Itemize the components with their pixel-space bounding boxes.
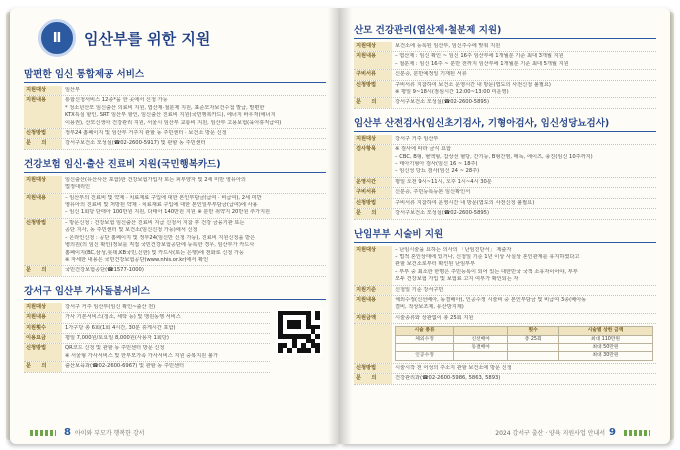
row-label: 문 의 xyxy=(354,98,392,107)
qr-code[interactable] xyxy=(276,309,322,355)
row-value xyxy=(62,96,326,128)
row-value-line: 시술시작 전 어성의 주소지 관할 보건소에 방문 신청 xyxy=(395,364,512,371)
info-row xyxy=(354,81,656,99)
row-label-spacer xyxy=(354,324,392,363)
row-value xyxy=(392,374,656,383)
row-value-line: 가사 기본서비스(청소, 세탁 등) 및 맹원동행 서비스 xyxy=(65,314,181,321)
row-label: 지원대상 xyxy=(24,176,62,193)
row-label: 지원대상 xyxy=(24,86,62,95)
table-header-row xyxy=(396,327,653,335)
info-row xyxy=(354,42,656,52)
row-value-line: 국민건강보험공단(☎1577-1000) xyxy=(65,267,144,274)
row-value-line: 관할 보건소로부터 확인된 난임부부 xyxy=(395,261,476,268)
info-row xyxy=(354,145,656,178)
row-label: 지원횟수 xyxy=(24,324,62,333)
info-row xyxy=(24,194,326,219)
row-value xyxy=(62,176,326,193)
book-spine xyxy=(328,8,352,444)
row-label: 문 의 xyxy=(354,374,392,383)
row-label: 이용요금 xyxy=(24,334,62,343)
row-value-line: 모두 건강보험 가입 및 보험료 고지 여부가 확인되는 자 xyxy=(395,276,519,283)
row-value xyxy=(62,324,270,333)
row-value xyxy=(62,313,270,322)
footer-text: 2024 강서구 출산 · 양육 지원사업 안내서 xyxy=(495,430,606,437)
footer-decoration xyxy=(30,430,56,436)
row-value xyxy=(392,70,656,79)
row-value-line: 이용권), 산모신생아 건강관리 지원, 서울시 임산부 교통비 지원, 임산부 고용보험(육아휴직급여) xyxy=(65,119,282,126)
table-cell: 인공수정 xyxy=(396,352,454,360)
table-cell: 체외수정 xyxy=(396,335,454,343)
open-booklet xyxy=(10,8,670,444)
left-page-content xyxy=(24,16,326,418)
row-value-line: 강서구보건소 모성실(☎02-2600-5895) xyxy=(395,210,490,217)
row-value-line: 공단 지사, 동 주민센터 및 보건소(임신신청 가능)에서 신청 xyxy=(65,227,198,234)
table-header-cell: 시술별 상한 금액 xyxy=(558,327,652,335)
row-value xyxy=(62,334,270,343)
cost-table xyxy=(395,326,653,361)
section-rows xyxy=(24,303,270,373)
info-row xyxy=(354,209,656,219)
row-value-line: – 온라인신청 : 공단 홈페이지 및 정부24(임신만 신청 가능), 진료비 지원신청을 받은 xyxy=(65,234,256,241)
table-row xyxy=(396,352,653,360)
row-value xyxy=(392,81,656,98)
row-value-line: 구비서류 지참하여 보건소 운영시간 내 방문(엽도의 사전신청 불필요) xyxy=(395,81,551,88)
row-value-line: 법정대리인 xyxy=(65,184,91,191)
row-value-line: * 청소년산모 임신출산 의료비 지원, 엽산제·철분제 지원, 표준모자보건수첩 발급, 맘편한 xyxy=(65,104,265,111)
section-title: 임산부 산전검사(임신초기검사, 기형아검사, 임신성당뇨검사) xyxy=(354,115,656,132)
row-label: 문 의 xyxy=(24,266,62,275)
row-value-line: 체외수정(신선배아, 동결배아), 인공수정 시술비 중 본인부담금 및 비급여 3종(배아동 xyxy=(395,296,587,303)
info-row xyxy=(24,266,326,276)
row-value-line: 신분증, 분만예정일 기재된 서류 xyxy=(395,71,467,78)
row-label: 신청방법 xyxy=(24,219,62,265)
info-row xyxy=(24,219,326,266)
row-value-line: 정부24 홈페이지 및 임산부 거주지 관할 동 주민센터 · 보건소 방문 신청 xyxy=(65,130,227,137)
info-row xyxy=(354,70,656,80)
row-value-line: 건강관리과(☎02-2600-5986, 5863, 5893) xyxy=(395,375,501,382)
row-label: 지원내용 xyxy=(354,296,392,313)
info-row xyxy=(354,246,656,286)
program-section xyxy=(354,226,656,385)
row-value xyxy=(392,178,656,187)
row-value-line: QR코드 신청 및 관할 동 주민센터 방문 신청 xyxy=(65,345,165,352)
row-value-line: 시술종류와 상관없이 총 25회 지원 xyxy=(395,314,474,321)
row-value xyxy=(62,129,326,138)
row-value-line: 홈페이지(BC,삼성,롯데,KB국민,신한) 및 카드사(또는 은행)에 전화로 신청 가능 xyxy=(65,249,244,256)
row-label: 신청방법 xyxy=(354,81,392,98)
info-row xyxy=(24,313,270,323)
row-value-line: – CBC, B형, 혈액형, 갑상선 혈당, 간기능, B형간염, 매독, 에이즈, 풍진(임신 10주까지) xyxy=(395,153,593,160)
row-label: 문 의 xyxy=(24,362,62,371)
row-value-line: KTX특실 할인, SRT 임산부 할인, 임신출산 진료비 지원(국민행복카드), 에너지 바우처(에너지 xyxy=(65,112,276,119)
program-section xyxy=(24,66,326,150)
row-value xyxy=(62,139,326,148)
row-value xyxy=(62,344,270,361)
left-footer xyxy=(26,427,144,438)
row-label: 지원내용 xyxy=(24,313,62,322)
row-value-line: ※ 검사에 따라 금식 요함 xyxy=(395,146,452,153)
row-value-line: – 법적 혼인상태에 있거나, 신청일 기준 1년 이상 사실상 혼인관계를 유지하였다고 xyxy=(395,253,580,260)
table-cell: 최대 30만원 xyxy=(558,352,652,360)
right-footer xyxy=(495,427,654,438)
row-label: 검사항목 xyxy=(354,145,392,177)
table-cell xyxy=(508,343,559,351)
row-value xyxy=(62,219,326,265)
info-row xyxy=(24,86,326,96)
table-cell: 최대 50만원 xyxy=(558,343,652,351)
info-row xyxy=(354,286,656,296)
row-label: 신청방법 xyxy=(354,199,392,208)
table-cell xyxy=(396,343,454,351)
row-value xyxy=(392,364,656,373)
row-label: 지원대상 xyxy=(354,246,392,285)
table-row xyxy=(396,335,653,343)
row-value xyxy=(392,135,656,144)
row-value-line: – 철분제 : 임신 16주 ~ 분만 전까지 임산부에 1개월분 기준 최대 5개월 지원 xyxy=(395,60,569,67)
row-value-line: – 임산부의 진료비 및 약제 · 치료재료 구입에 대한 본인부담금(급여 · 비급여), 2세 미만 xyxy=(65,194,262,201)
table-row xyxy=(396,343,653,351)
row-value-line: 강서구보건소 모성실(☎02-2600-5895) xyxy=(395,99,490,106)
row-value xyxy=(392,42,656,51)
row-value-line: 강서구 거주 임산부(임신 확인~출산 전) xyxy=(65,303,156,310)
row-label: 지원금액 xyxy=(354,314,392,323)
row-value xyxy=(392,296,656,313)
row-value xyxy=(392,246,656,285)
row-label: 지원기준 xyxy=(354,286,392,295)
program-section xyxy=(354,22,656,109)
row-value-line: – 태아기형아 검사(임신 16 ~ 18주) xyxy=(395,161,478,168)
row-label: 문 의 xyxy=(354,209,392,218)
table-cell: 신선배아 xyxy=(454,335,508,343)
section-title: 맘편한 임신 통합제공 서비스 xyxy=(24,66,326,83)
table-header-cell: 횟수 xyxy=(508,327,559,335)
row-value xyxy=(392,199,656,208)
program-section xyxy=(354,115,656,220)
row-value-line: – 임신성 당뇨 검사(임신 24 ~ 28주) xyxy=(395,168,480,175)
info-row xyxy=(354,188,656,198)
chapter-title: 임산부를 위한 지원 xyxy=(84,29,211,48)
row-value-line: ※ 서울형 가사서비스 및 한부모가족 가사서비스 지원 중복지원 불가 xyxy=(65,352,218,359)
row-value-line: 구비서류 지참하여 운영시간 내 방문(엽도의 사전신청 불필요) xyxy=(395,199,535,206)
program-section xyxy=(24,283,326,373)
info-row xyxy=(24,139,326,149)
row-label: 구비서류 xyxy=(354,70,392,79)
row-value-line: – 난임시술을 요하는 의사의 「난임진단서」 제출자 xyxy=(395,246,512,253)
table-cell xyxy=(454,352,508,360)
footer-text: 아이와 부모가 행복한 강서 xyxy=(74,430,145,437)
info-row xyxy=(24,362,270,372)
row-label: 지원내용 xyxy=(354,52,392,69)
right-page-content xyxy=(354,16,656,418)
section-with-qr xyxy=(24,303,326,373)
row-value-line: 임산부 xyxy=(65,87,81,93)
row-label: 지원대상 xyxy=(24,303,62,312)
row-value-line: 강서구 거주 임산부 xyxy=(395,135,439,142)
row-label: 지원내용 xyxy=(24,96,62,128)
left-page xyxy=(10,8,340,444)
info-row xyxy=(354,178,656,188)
table-header-cell xyxy=(454,327,508,335)
row-label: 구비서류 xyxy=(354,188,392,197)
row-value-line: 보건소에 등록된 임산부, 임신주수에 맞춰 지원 xyxy=(395,43,501,49)
info-row xyxy=(24,129,326,139)
row-value-line: 강서구보건소 모성실(☎02-2600-5917) 및 관할 동 주민센터 xyxy=(65,140,206,147)
row-value xyxy=(62,194,326,218)
row-value xyxy=(392,145,656,177)
info-row xyxy=(354,296,656,314)
program-section xyxy=(24,156,326,277)
table-cell: 총 25회 xyxy=(508,335,559,343)
row-value xyxy=(392,52,656,69)
info-row xyxy=(24,334,270,344)
row-value xyxy=(62,303,270,312)
row-label: 신청방법 xyxy=(24,129,62,138)
row-value xyxy=(62,266,326,275)
row-value xyxy=(392,314,656,323)
row-value-line: 평일 7,000원/토요일 8,000원(사용자 1회당) xyxy=(65,334,169,341)
row-value-line: 영유아의 진료비 및 처방된 약제 · 치료재료 구입에 대한 본인일부부담금(급여)에 사용 xyxy=(65,202,258,209)
row-value-line: 결비, 착상보조제, 유산방지제) xyxy=(395,304,464,311)
info-row xyxy=(354,364,656,374)
info-row xyxy=(24,344,270,362)
row-value xyxy=(62,86,326,95)
footer-decoration xyxy=(624,430,650,436)
row-label: 운영시간 xyxy=(354,178,392,187)
info-row xyxy=(354,199,656,209)
info-row xyxy=(24,96,326,129)
page-number: 9 xyxy=(609,427,616,438)
info-row xyxy=(24,303,270,313)
section-title: 난임부부 시술비 지원 xyxy=(354,226,656,243)
chapter-header xyxy=(38,16,326,60)
left-sections xyxy=(24,66,326,373)
info-row xyxy=(354,52,656,70)
row-value-line: ※ 평일 9~18시(점심시간 12:00~13:00 미운영) xyxy=(395,89,509,96)
row-label: 지원대상 xyxy=(354,42,392,51)
page-number: 8 xyxy=(64,427,71,438)
row-value xyxy=(392,188,656,197)
right-sections xyxy=(354,22,656,385)
info-row xyxy=(354,324,656,364)
row-value-line: – 부부 중 최소한 한명은 주민등록이 되어 있는 대한민국 국적 소유자이어야, 부부 xyxy=(395,268,578,275)
info-row xyxy=(24,324,270,334)
row-value-line: – 임신 1회당 단태아 100만원 지원, 다태아 140만원 지원 ※ 분만 취약지 20만원 추가지원 xyxy=(65,209,271,216)
row-value xyxy=(62,362,270,371)
section-title: 산모 건강관리(엽산제·철분제 지원) xyxy=(354,22,656,39)
row-value-line: 1가구당 총 6회(1회 4시간, 30분 휴게시간 포함) xyxy=(65,324,176,331)
table-cell xyxy=(508,352,559,360)
row-label: 문 의 xyxy=(24,139,62,148)
row-value xyxy=(392,209,656,218)
row-label: 신청방법 xyxy=(24,344,62,361)
row-value-line: – 엽산제 : 임신 확인 ~ 임신 16주 임산부에 1개월분 기준 최대 3개월 지원 xyxy=(395,53,564,60)
row-value-line: 통합신청서비스 12종*을 한 곳에서 신청 가능 xyxy=(65,97,168,104)
info-row xyxy=(354,135,656,145)
row-value-line: 임신출산(유산사산 포함)한 건강보험가입자 또는 피부양자 및 2세 미만 영유아의 xyxy=(65,176,246,183)
info-row xyxy=(354,374,656,384)
row-value-line: 신분증, 주민등록등본 임신확인서 xyxy=(395,189,471,196)
row-value-line: ※ 자세한 내용은 국민건강보험공단(www.nhis.or.kr)에서 확인 xyxy=(65,256,209,263)
info-row xyxy=(354,314,656,324)
info-row xyxy=(354,98,656,108)
right-page xyxy=(340,8,670,444)
row-value xyxy=(392,98,656,107)
row-label: 지원내용 xyxy=(24,194,62,218)
row-label: 지원대상 xyxy=(354,135,392,144)
table-header-cell: 시술 종류 xyxy=(396,327,454,335)
row-value xyxy=(392,324,656,363)
table-cell: 최대 110만원 xyxy=(558,335,652,343)
row-value-line: 평일 오전 9시~11시, 오후 1시~4시 30분 xyxy=(395,178,492,185)
row-value-line: – 방문신청 : 건강보험 임신출산 진료비 지급 신청서 지참 후 건강 금융기관 또는 xyxy=(65,219,245,226)
section-title: 건강보험 임신·출산 진료비 지원(국민행복카드) xyxy=(24,156,326,173)
table-cell: 동결배아 xyxy=(454,343,508,351)
row-value-line: 병의원(의 임신 확인)정보를 직접 국민건강보험공단에 등록한 경우, 임산부가 카드사 xyxy=(65,242,255,249)
info-row xyxy=(24,176,326,194)
row-value-line: 신청일 기준 강서구민 xyxy=(395,286,444,293)
chapter-number-badge: Ⅱ xyxy=(38,19,76,57)
section-title: 강서구 임산부 가사돌봄서비스 xyxy=(24,283,326,300)
row-label: 신청방법 xyxy=(354,364,392,373)
row-value xyxy=(392,286,656,295)
row-value-line: 출산보육과(☎02-2600-6967) 및 관할 동 주민센터 xyxy=(65,363,184,370)
